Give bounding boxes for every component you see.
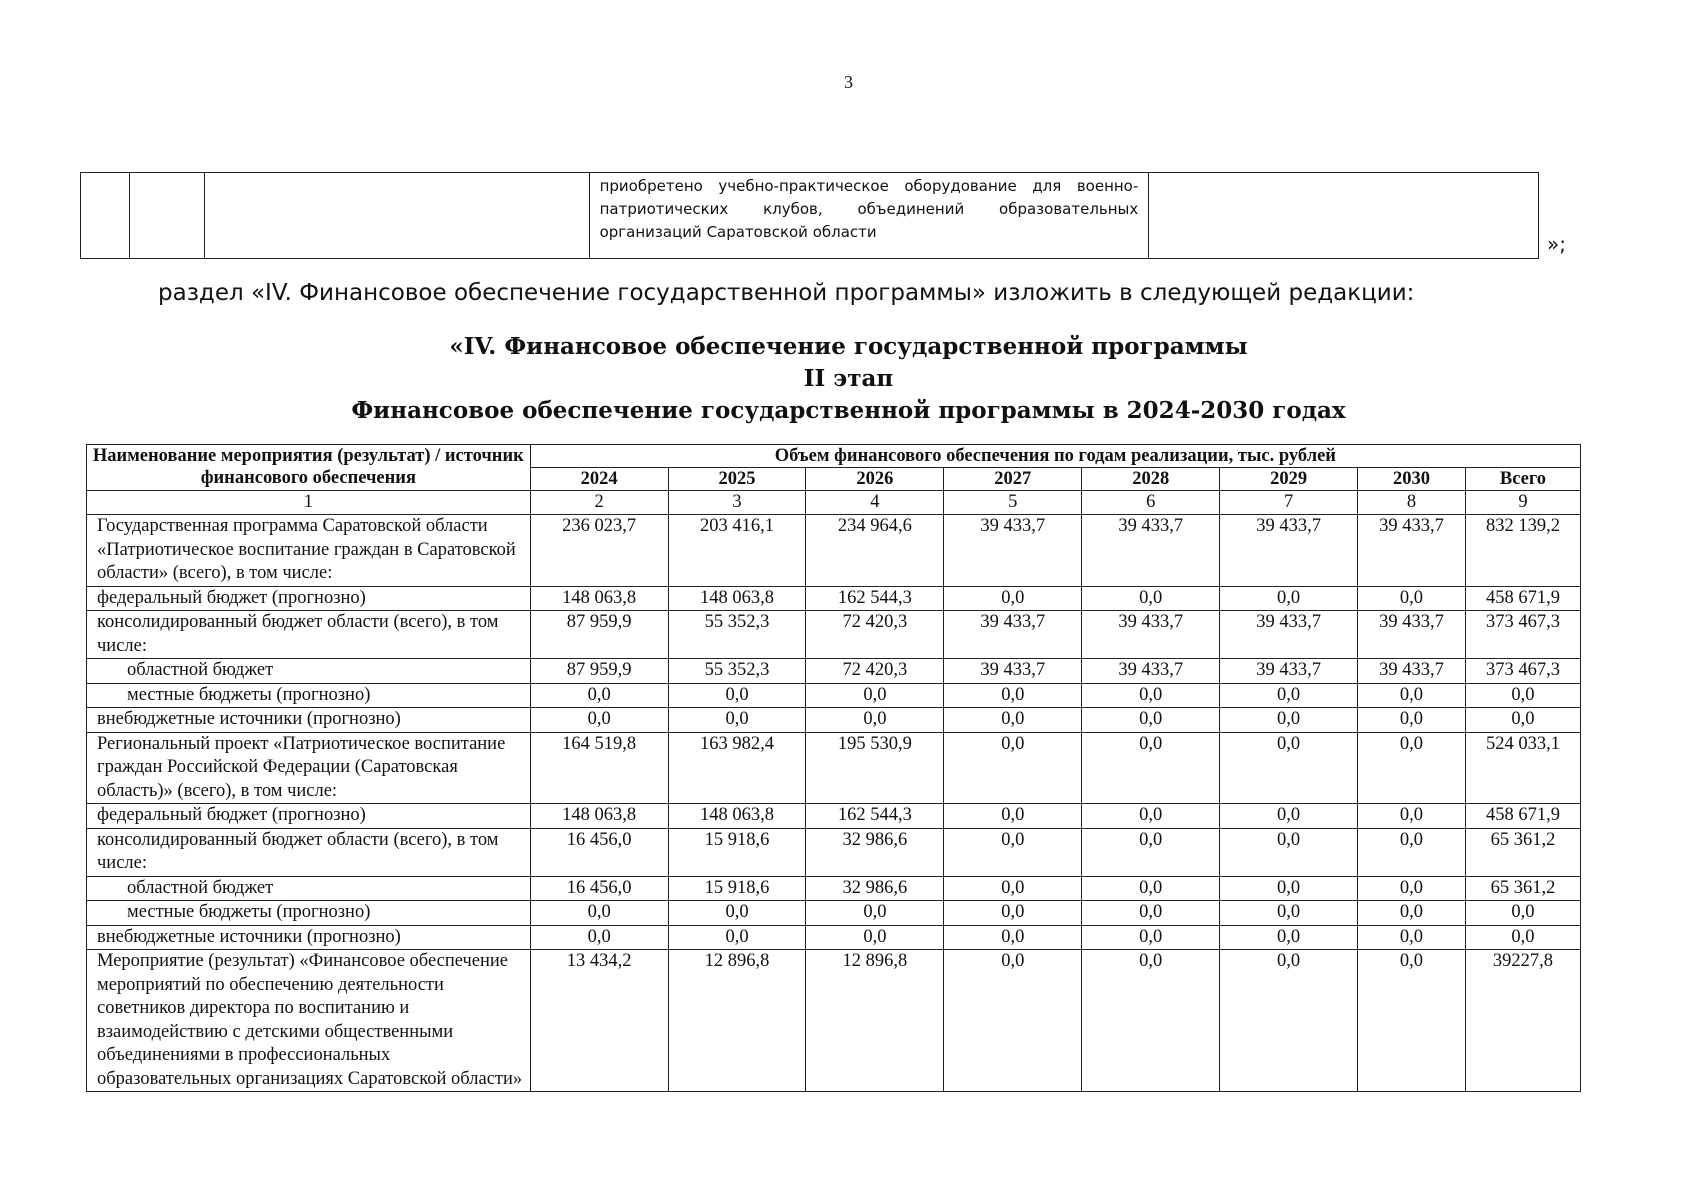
table-row xyxy=(87,515,1581,587)
row-total: 0,0 xyxy=(1465,925,1580,950)
row-value: 12 896,8 xyxy=(806,950,944,1092)
row-total: 458 671,9 xyxy=(1465,804,1580,829)
row-name: областной бюджет xyxy=(87,659,531,684)
row-value: 0,0 xyxy=(1220,586,1358,611)
row-value: 0,0 xyxy=(530,708,668,733)
header-year: 2024 xyxy=(530,468,668,491)
equipment-result-cell: приобретено учебно-практическое оборудование для военно-патриотических клубов, объединений образовательных организаций Саратовской области xyxy=(589,173,1149,259)
row-value: 0,0 xyxy=(944,925,1082,950)
empty-cell xyxy=(1149,173,1539,259)
row-value: 0,0 xyxy=(1220,925,1358,950)
row-total: 524 033,1 xyxy=(1465,732,1580,804)
row-value: 39 433,7 xyxy=(1082,659,1220,684)
row-value: 0,0 xyxy=(944,950,1082,1092)
row-value: 0,0 xyxy=(806,901,944,926)
row-value: 0,0 xyxy=(668,683,806,708)
row-value: 55 352,3 xyxy=(668,611,806,659)
row-value: 0,0 xyxy=(944,732,1082,804)
row-value: 13 434,2 xyxy=(530,950,668,1092)
row-value: 148 063,8 xyxy=(530,804,668,829)
row-value: 16 456,0 xyxy=(530,876,668,901)
row-value: 148 063,8 xyxy=(668,586,806,611)
row-total: 0,0 xyxy=(1465,683,1580,708)
row-value: 163 982,4 xyxy=(668,732,806,804)
row-name: внебюджетные источники (прогнозно) xyxy=(87,925,531,950)
row-value: 39 433,7 xyxy=(1220,659,1358,684)
header-year: 2027 xyxy=(944,468,1082,491)
row-value: 0,0 xyxy=(1358,828,1466,876)
row-value: 148 063,8 xyxy=(668,804,806,829)
row-total: 373 467,3 xyxy=(1465,659,1580,684)
row-value: 236 023,7 xyxy=(530,515,668,587)
header-total: Всего xyxy=(1465,468,1580,491)
row-value: 0,0 xyxy=(944,708,1082,733)
row-value: 0,0 xyxy=(530,683,668,708)
row-value: 0,0 xyxy=(944,828,1082,876)
row-value: 0,0 xyxy=(944,804,1082,829)
row-name: федеральный бюджет (прогнозно) xyxy=(87,804,531,829)
row-value: 0,0 xyxy=(530,925,668,950)
column-index: 5 xyxy=(944,491,1082,515)
row-value: 234 964,6 xyxy=(806,515,944,587)
row-value: 0,0 xyxy=(806,925,944,950)
row-value: 0,0 xyxy=(1082,876,1220,901)
header-year: 2026 xyxy=(806,468,944,491)
column-index-row xyxy=(87,491,1581,515)
row-value: 0,0 xyxy=(1220,901,1358,926)
row-name: внебюджетные источники (прогнозно) xyxy=(87,708,531,733)
row-value: 72 420,3 xyxy=(806,659,944,684)
header-year: 2028 xyxy=(1082,468,1220,491)
table-row xyxy=(87,611,1581,659)
row-value: 0,0 xyxy=(1358,901,1466,926)
header-year: 2029 xyxy=(1220,468,1358,491)
row-name: консолидированный бюджет области (всего), в том числе: xyxy=(87,828,531,876)
row-value: 162 544,3 xyxy=(806,586,944,611)
row-value: 87 959,9 xyxy=(530,659,668,684)
row-value: 0,0 xyxy=(668,925,806,950)
column-index: 2 xyxy=(530,491,668,515)
row-value: 203 416,1 xyxy=(668,515,806,587)
table-row xyxy=(87,901,1581,926)
row-value: 0,0 xyxy=(1358,925,1466,950)
row-value: 16 456,0 xyxy=(530,828,668,876)
row-value: 0,0 xyxy=(668,708,806,733)
row-value: 0,0 xyxy=(1082,925,1220,950)
row-value: 0,0 xyxy=(1082,950,1220,1092)
table-row xyxy=(87,732,1581,804)
financing-table xyxy=(86,444,1581,1092)
column-index: 1 xyxy=(87,491,531,515)
row-value: 39 433,7 xyxy=(1220,515,1358,587)
row-value: 39 433,7 xyxy=(944,515,1082,587)
table-row xyxy=(87,925,1581,950)
row-value: 39 433,7 xyxy=(1082,611,1220,659)
column-index: 7 xyxy=(1220,491,1358,515)
row-value: 0,0 xyxy=(1082,804,1220,829)
row-value: 0,0 xyxy=(1082,586,1220,611)
row-total: 0,0 xyxy=(1465,901,1580,926)
row-name: Государственная программа Саратовской области «Патриотическое воспитание граждан в Саратовской области» (всего), в том числе: xyxy=(87,515,531,587)
row-name: Мероприятие (результат) «Финансовое обеспечение мероприятий по обеспечению деятельности советников директора по воспитанию и взаимодействию с детскими общественными объединениями в профессиональных образовательных организациях Саратовской области» xyxy=(87,950,531,1092)
row-value: 0,0 xyxy=(1082,828,1220,876)
row-value: 0,0 xyxy=(944,586,1082,611)
column-index: 9 xyxy=(1465,491,1580,515)
row-value: 0,0 xyxy=(1220,683,1358,708)
row-value: 32 986,6 xyxy=(806,828,944,876)
stage-heading: II этап xyxy=(803,365,894,392)
row-value: 0,0 xyxy=(1358,804,1466,829)
row-value: 0,0 xyxy=(1220,732,1358,804)
continued-table-fragment xyxy=(80,172,1539,259)
table-row xyxy=(87,804,1581,829)
row-value: 32 986,6 xyxy=(806,876,944,901)
section-heading: «IV. Финансовое обеспечение государственной программы xyxy=(449,333,1248,360)
row-value: 0,0 xyxy=(1220,828,1358,876)
row-value: 0,0 xyxy=(1358,683,1466,708)
row-value: 39 433,7 xyxy=(944,611,1082,659)
row-total: 65 361,2 xyxy=(1465,876,1580,901)
table-title: Финансовое обеспечение государственной программы в 2024-2030 годах xyxy=(351,397,1346,424)
row-value: 0,0 xyxy=(1358,950,1466,1092)
row-value: 164 519,8 xyxy=(530,732,668,804)
row-value: 0,0 xyxy=(1082,708,1220,733)
row-value: 0,0 xyxy=(944,683,1082,708)
row-value: 39 433,7 xyxy=(944,659,1082,684)
table-row xyxy=(87,876,1581,901)
row-name: федеральный бюджет (прогнозно) xyxy=(87,586,531,611)
row-name: областной бюджет xyxy=(87,876,531,901)
row-value: 15 918,6 xyxy=(668,828,806,876)
row-value: 0,0 xyxy=(1082,901,1220,926)
empty-cell xyxy=(81,173,130,259)
row-total: 0,0 xyxy=(1465,708,1580,733)
table-row xyxy=(87,683,1581,708)
row-value: 162 544,3 xyxy=(806,804,944,829)
row-value: 87 959,9 xyxy=(530,611,668,659)
row-value: 0,0 xyxy=(1358,876,1466,901)
row-value: 0,0 xyxy=(1082,683,1220,708)
column-index: 8 xyxy=(1358,491,1466,515)
empty-cell xyxy=(129,173,204,259)
row-value: 39 433,7 xyxy=(1358,611,1466,659)
closing-quote-mark: »; xyxy=(1547,232,1566,256)
row-value: 0,0 xyxy=(1358,732,1466,804)
row-name: консолидированный бюджет области (всего), в том числе: xyxy=(87,611,531,659)
row-value: 0,0 xyxy=(530,901,668,926)
header-year: 2025 xyxy=(668,468,806,491)
column-index: 3 xyxy=(668,491,806,515)
row-name: местные бюджеты (прогнозно) xyxy=(87,901,531,926)
row-value: 39 433,7 xyxy=(1358,659,1466,684)
table-row xyxy=(87,586,1581,611)
row-value: 0,0 xyxy=(944,901,1082,926)
row-value: 0,0 xyxy=(1220,876,1358,901)
row-value: 72 420,3 xyxy=(806,611,944,659)
row-value: 39 433,7 xyxy=(1358,515,1466,587)
row-value: 0,0 xyxy=(1220,804,1358,829)
table-row xyxy=(87,659,1581,684)
row-value: 0,0 xyxy=(1220,708,1358,733)
header-year: 2030 xyxy=(1358,468,1466,491)
row-total: 373 467,3 xyxy=(1465,611,1580,659)
column-index: 4 xyxy=(806,491,944,515)
table-row xyxy=(87,828,1581,876)
row-value: 0,0 xyxy=(1220,950,1358,1092)
row-value: 15 918,6 xyxy=(668,876,806,901)
row-value: 0,0 xyxy=(806,708,944,733)
row-value: 0,0 xyxy=(944,876,1082,901)
row-name: местные бюджеты (прогнозно) xyxy=(87,683,531,708)
row-value: 195 530,9 xyxy=(806,732,944,804)
column-index: 6 xyxy=(1082,491,1220,515)
row-value: 0,0 xyxy=(1082,732,1220,804)
row-value: 55 352,3 xyxy=(668,659,806,684)
amendment-intro-text: раздел «IV. Финансовое обеспечение государственной программы» изложить в следующей редакции: xyxy=(158,280,1415,306)
row-value: 12 896,8 xyxy=(668,950,806,1092)
row-name: Региональный проект «Патриотическое воспитание граждан Российской Федерации (Саратовская область)» (всего), в том числе: xyxy=(87,732,531,804)
row-value: 0,0 xyxy=(668,901,806,926)
row-value: 39 433,7 xyxy=(1082,515,1220,587)
header-volume: Объем финансового обеспечения по годам реализации, тыс. рублей xyxy=(530,445,1580,468)
row-value: 0,0 xyxy=(806,683,944,708)
row-total: 65 361,2 xyxy=(1465,828,1580,876)
row-value: 0,0 xyxy=(1358,586,1466,611)
row-total: 39227,8 xyxy=(1465,950,1580,1092)
row-value: 39 433,7 xyxy=(1220,611,1358,659)
table-row xyxy=(87,950,1581,1092)
row-total: 458 671,9 xyxy=(1465,586,1580,611)
page-number: 3 xyxy=(844,72,853,92)
row-value: 0,0 xyxy=(1358,708,1466,733)
table-row xyxy=(87,708,1581,733)
row-value: 148 063,8 xyxy=(530,586,668,611)
header-name-column: Наименование мероприятия (результат) / источник финансового обеспечения xyxy=(87,445,531,491)
row-total: 832 139,2 xyxy=(1465,515,1580,587)
empty-cell xyxy=(204,173,589,259)
